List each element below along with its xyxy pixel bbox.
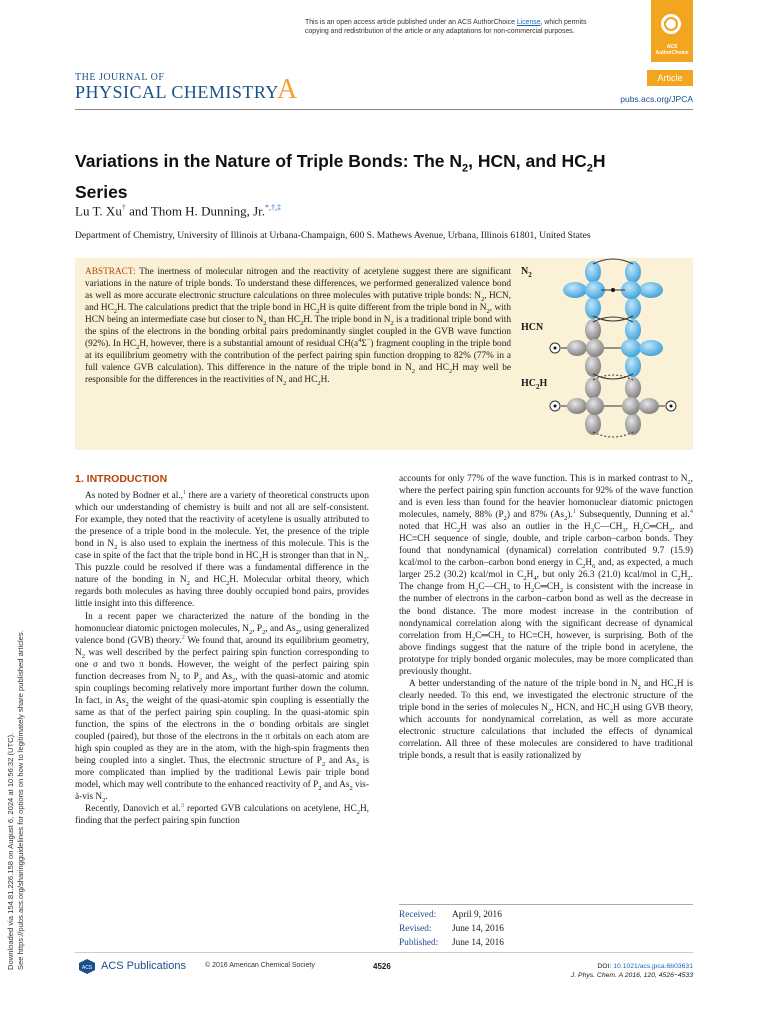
body-column-right <box>399 473 693 762</box>
title-part: Series <box>75 181 128 202</box>
journal-letter: A <box>277 74 298 105</box>
author-affil-mark: † <box>121 203 126 212</box>
license-link[interactable]: License <box>516 19 541 26</box>
title-part: H <box>592 151 606 171</box>
paragraph: accounts for only 77% of the wave function. This is in marked contrast to $N_2$, where the perfect pairing spin function accounts for 92% of the wave function and is even less than found for the heavier homonuclear diatomic pnictogen molecules, namely, 88% $(P_2)$ and 87% $(As_2).^1$ Subsequently, Dunning et al.$^4$ noted that $HC_2H$ was also an outlier in the $H_3C—CH_3$, $H_2C═CH_2$, and HC≡CH sequence of single, double, and triple carbon–carbon bonds. They found that nondynamical (dynamical) correlation contributed 9.7 (15.9) kcal/mol to the carbon–carbon bond energy in $C_2H_6$ and, as expected, a much larger 25.2 (30.2) kcal/mol in $C_2H_4$, but only 26.3 (21.0) kcal/mol in $C_2H_2$. The change from $H_3C—CH_3$ to $H_2C═CH_2$ is consistent with the increase in the number of electrons in the carbon–carbon bond as well as the decrease in the bond distance. The more modest increase in the contribution of nondynamical correlation along with the significant decrease of dynamical correlation from $H_2C═CH_2$ to HC≡CH, however, is surprising. Both of the above findings suggest that the nature of the triple bond in acetylene, the prototype for triply bonded organic molecules, may be more complicated than previously thought. <box>399 474 693 677</box>
oa-text-2: , which permits <box>540 19 587 26</box>
affiliation: Department of Chemistry, University of Illinois at Urbana-Champaign, 600 S. Mathews Avenue, Urbana, Illinois 61801, United States <box>75 230 591 241</box>
received-date: Received: April 9, 2016 <box>399 910 502 920</box>
author-affil-mark: *,†,‡ <box>265 203 281 212</box>
authorchoice-badge[interactable] <box>651 0 693 62</box>
acs-publications-logo[interactable] <box>77 958 186 974</box>
download-notice-line1: Downloaded via 154.81.226.158 on August 6, 2024 at 10:56:32 (UTC). <box>6 732 15 970</box>
author-name[interactable]: Thom H. Dunning, Jr. <box>150 203 265 219</box>
footer-rule <box>75 952 693 953</box>
article-dates <box>399 904 693 950</box>
doi-link[interactable]: 10.1021/acs.jpca.6b03631 <box>613 963 693 970</box>
n2-orbitals <box>563 259 663 321</box>
published-date: Published: June 14, 2016 <box>399 938 504 948</box>
hcn-orbitals <box>550 317 663 379</box>
authorchoice-label: ACS AuthorChoice <box>655 44 689 56</box>
paragraph: In a recent paper we characterized the nature of the bonding in the homonuclear diatomic pnictogen molecules, $N_2$, $P_2$, and $As_2$, using generalized valence bond (GVB) theory.$^2$ We found that, around its equilibrium geometry, $N_2$ was well described by the perfect pairing spin function corresponding to one σ and two π bonds. However, the weight of the perfect pairing spin function decreases from $N_2$ to $P_2$ and $As_2$, with the quasi-atomic and atomic spin couplings becoming relatively more important further down the column. In fact, in $As_2$ the weight of the quasi-atomic spin coupling is essentially the same as that of the perfect pairing spin coupling. In the quasi-atomic spin function, the spins of the electrons in the σ bonding orbitals are singlet coupled (paired), but those of the electrons in the π orbitals on each atom are high spin coupled as they are in the atom, with the high-spin fragments then being coupled into a singlet. Thus, the electronic structure of $P_2$ and $As_2$ is more complicated than implied by the traditional Lewis pair triple bond model, which may well contribute to the enhanced reactivity of $P_2$ and $As_2$ vis-à-vis $N_2$. <box>75 611 370 805</box>
abstract-box <box>75 258 693 450</box>
article-type-tag: Article <box>647 70 693 86</box>
abstract-heading: ABSTRACT: <box>85 267 136 277</box>
paragraph: A better understanding of the nature of the triple bond in $N_2$ and $HC_2H$ is clearly needed. To this end, we investigated the electronic structure of the triple bond in the series of molecules $N_2$, HCN, and $HC_2H$ using GVB theory, which accounts for nondynamical correlation, as well as more accurate electronic structure calculations that included the effects of dynamical correlation. All three of these molecules are considered to have traditional triple bonds, a result that is easily rationalized by <box>399 678 694 762</box>
title-sub: 2 <box>462 162 469 175</box>
authorchoice-icon-center <box>666 19 676 29</box>
toc-label-n2: $N_2$ <box>521 266 532 279</box>
revised-date: Revised: June 14, 2016 <box>399 924 504 934</box>
toc-graphic <box>515 258 693 450</box>
hc2h-orbitals <box>550 375 676 437</box>
journal-name-top: THE JOURNAL OF <box>75 72 165 83</box>
author-and: and <box>125 203 151 219</box>
orbital-diagram <box>515 258 693 450</box>
copyright: © 2016 American Chemical Society <box>205 962 315 969</box>
svg-text:ACS: ACS <box>81 965 93 971</box>
title-part: , HCN, and HC <box>468 151 587 171</box>
doi-label: DOI: <box>597 963 614 970</box>
oa-text-3: copying and redistribution of the article or any adaptations for non-commercial purposes. <box>305 28 575 35</box>
authors <box>75 203 281 219</box>
toc-label-hcn: HCN <box>521 322 544 333</box>
oa-text-1: This is an open access article published under an ACS AuthorChoice <box>305 19 517 26</box>
doi-block <box>560 962 693 980</box>
journal-name-main: PHYSICAL CHEMISTRY <box>75 82 279 102</box>
author-name[interactable]: Lu T. Xu <box>75 203 122 219</box>
journal-url[interactable]: pubs.acs.org/JPCA <box>620 94 693 104</box>
paragraph: As noted by Bodner et al.,$^1$ there are a variety of theoretical constructs upon which our understanding of chemistry is built and not all are self-consistent. For example, they noted that the reactivity of acetylene is usually attributed to the presence of a triple bond in the molecule. Yet, the presence of the triple bond in $N_2$ is also used to explain the inertness of this molecule. This is the case in spite of the fact that the triple bond in $HC_2H$ is stronger than that in $N_2$. This puzzle could be resolved if there was a fundamental difference in the nature of the bonding in $N_2$ and $HC_2H$. Molecular orbital theory, which regards both molecules as having three doubly occupied bond pairs, provides little insight into this difference. <box>75 488 370 610</box>
acs-hexagon-icon <box>77 958 97 974</box>
page-number: 4526 <box>373 962 391 971</box>
title-part: Variations in the Nature of Triple Bonds: The N <box>75 151 462 171</box>
abstract-text: ABSTRACT: The inertness of molecular nitrogen and the reactivity of acetylene suggest there are significant variations in the nature of triple bonds. To understand these differences, we performed generalized valence bond as well as more accurate electronic structure calculations on three molecules with putative triple bonds: $N_2$, HCN, and $HC_2H$. The calculations predict that the triple bond in $HC_2H$ is quite different from the triple bond in $N_2$, with HCN being an intermediate case but closer to $N_2$ than $HC_2H$. The triple bond in $N_2$ is a traditional triple bond with the spins of the electrons in the bonding orbital pairs predominantly singlet coupled in the GVB wave function (92%). In $HC_2H$, however, there is a substantial amount of residual $CH(a^4\Sigma^-)$ fragment coupling in the triple bond at its equilibrium geometry with the contribution of the perfect pairing spin function dropping to 82% (77% in a full valence GVB calculation). This difference in the nature of the triple bond in $N_2$ and $HC_2H$ may well be responsible for the differences in the reactivities of $N_2$ and $HC_2H$. <box>85 267 511 388</box>
open-access-notice <box>305 18 645 36</box>
publisher-name: ACS Publications <box>101 960 186 972</box>
download-notice <box>0 300 30 970</box>
download-notice-line2: See https://pubs.acs.org/sharingguidelines for options on how to legitimately share published articles. <box>16 630 25 970</box>
title-sub: 2 <box>586 162 593 175</box>
body-column-left <box>75 473 369 827</box>
citation: J. Phys. Chem. A 2016, 120, 4526−4533 <box>570 972 693 979</box>
section-heading: 1. INTRODUCTION <box>75 473 168 485</box>
page-title <box>75 150 693 204</box>
header-rule <box>75 109 693 110</box>
paragraph: Recently, Danovich et al.$^3$ reported GVB calculations on acetylene, $HC_2H$, finding that the perfect pairing spin function <box>75 802 369 827</box>
toc-label-hc2h: $HC_2H$ <box>521 378 548 391</box>
